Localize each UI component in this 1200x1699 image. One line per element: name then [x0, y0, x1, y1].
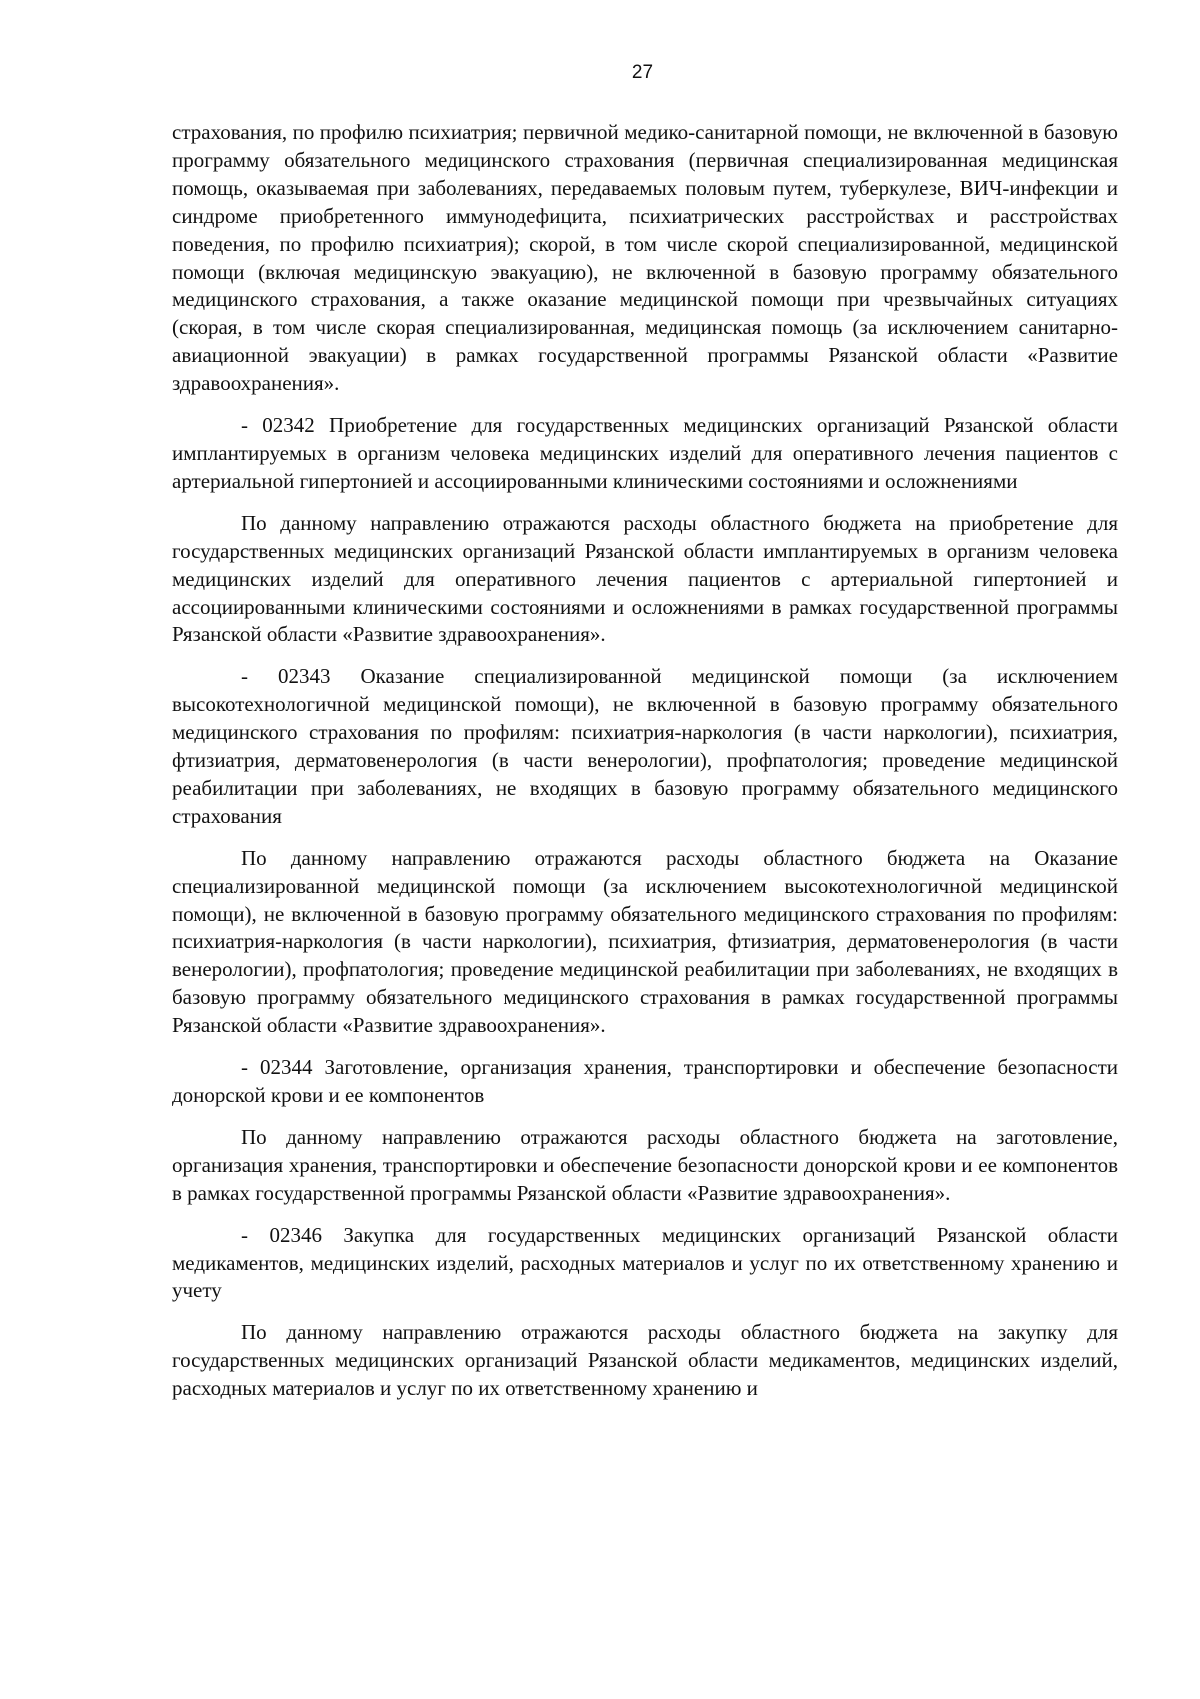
page-number: 27	[631, 62, 654, 83]
item-heading-02342: - 02342 Приобретение для государственных медицинских организаций Рязанской области имплантируемых в организм человека медицинских изделий для оперативного лечения пациентов с артериальной гипертонией и ассоциированными клиническими состояниями и осложнениями	[172, 413, 1118, 493]
paragraph-continuation: страхования, по профилю психиатрия; первичной медико-санитарной помощи, не включенной в базовую программу обязательного медицинского страхования (первичная специализированная медицинская помощь, оказываемая при заболеваниях, передаваемых половым путем, туберкулезе, ВИЧ-инфекции и синдроме приобретенного иммунодефицита, психиатрических расстройствах и расстройствах поведения, по профилю психиатрия); скорой, в том числе скорой специализированной, медицинской помощи (включая медицинскую эвакуацию), не включенной в базовую программу обязательного медицинского страхования, а также оказание медицинской помощи при чрезвычайных ситуациях (скорая, в том числе скорая специализированная, медицинская помощь (за исключением санитарно-авиационной эвакуации) в рамках государственной программы Рязанской области «Развитие здравоохранения».	[172, 120, 1118, 396]
item-heading-02346: - 02346 Закупка для государственных медицинских организаций Рязанской области медикаментов, медицинских изделий, расходных материалов и услуг по их ответственному хранению и учету	[172, 1222, 1118, 1303]
paragraph-02346-description: По данному направлению отражаются расходы областного бюджета на закупку для государственных медицинских организаций Рязанской области медикаментов, медицинских изделий, расходных материалов и услуг по их ответственному хранению и	[172, 1320, 1118, 1401]
document-body	[172, 119, 1118, 1417]
paragraph-02343-description: По данному направлению отражаются расходы областного бюджета на Оказание специализированной медицинской помощи (за исключением высокотехнологичной медицинской помощи), не включенной в базовую программу обязательного медицинского страхования по профилям: психиатрия-наркология (в части наркологии), психиатрия, фтизиатрия, дерматовенерология (в части венерологии), профпатология; проведение медицинской реабилитации при заболеваниях, не входящих в базовую программу обязательного медицинского страхования в рамках государственной программы Рязанской области «Развитие здравоохранения».	[172, 845, 1118, 1038]
item-heading-02344: - 02344 Заготовление, организация хранения, транспортировки и обеспечение безопасности донорской крови и ее компонентов	[172, 1055, 1118, 1107]
paragraph-02344-description: По данному направлению отражаются расходы областного бюджета на заготовление, организация хранения, транспортировки и обеспечение безопасности донорской крови и ее компонентов в рамках государственной программы Рязанской области «Развитие здравоохранения».	[172, 1124, 1118, 1205]
paragraph-02342-description: По данному направлению отражаются расходы областного бюджета на приобретение для государственных медицинских организаций Рязанской области имплантируемых в организм человека медицинских изделий для оперативного лечения пациентов с артериальной гипертонией и ассоциированными клиническими состояниями и осложнениями в рамках государственной программы Рязанской области «Развитие здравоохранения».	[172, 510, 1118, 647]
item-heading-02343: - 02343 Оказание специализированной медицинской помощи (за исключением высокотехнологичной медицинской помощи), не включенной в базовую программу обязательного медицинского страхования по профилям: психиатрия-наркология (в части наркологии), психиатрия, фтизиатрия, дерматовенерология (в части венерологии), профпатология; проведение медицинской реабилитации при заболеваниях, не входящих в базовую программу обязательного медицинского страхования	[172, 664, 1118, 828]
